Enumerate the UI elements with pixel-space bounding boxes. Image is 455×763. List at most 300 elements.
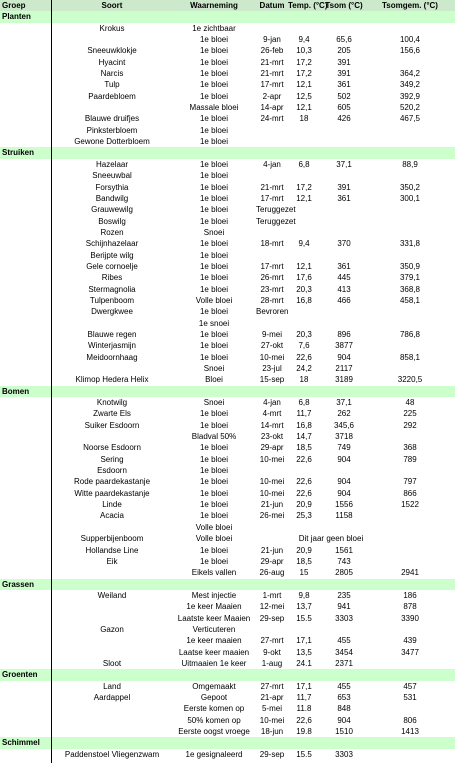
cell-soort: Tulpenboom	[89, 295, 135, 305]
cell-temp: 6,8	[298, 398, 310, 408]
cell-soort: Linde	[102, 500, 122, 510]
cell-soort: Noorse Esdoorn	[83, 443, 141, 453]
cell-temp: 12,1	[296, 80, 312, 90]
cell-soort: Gazon	[100, 624, 124, 634]
cell-waarneming: Massale bloei	[189, 103, 239, 113]
table-row	[0, 374, 455, 385]
cell-soort: Blauwe druifjes	[84, 114, 140, 124]
table-row	[0, 113, 455, 124]
table-row	[0, 340, 455, 351]
table-row	[0, 692, 455, 703]
cell-tsom: 205	[337, 46, 351, 56]
group-label: Grassen	[2, 579, 35, 589]
header-tsomgem: Tsomgem. (°C)	[382, 1, 438, 10]
cell-soort: Sloot	[102, 658, 122, 668]
cell-temp: 24,2	[296, 364, 312, 373]
table-row	[0, 420, 455, 431]
cell-temp: 13,5	[296, 647, 312, 657]
cell-tsom: 391	[337, 69, 351, 79]
table-row	[0, 170, 455, 181]
cell-datum: 5-mei	[261, 704, 282, 714]
cell-soort: Schijnhazelaar	[85, 239, 139, 249]
cell-tsom: 413	[337, 284, 351, 294]
cell-waarneming: Laatse keer maaien	[178, 647, 250, 657]
cell-soort: Hyacint	[98, 57, 126, 67]
header-datum: Datum	[259, 1, 285, 10]
cell-datum: 18-jun	[260, 727, 284, 736]
cell-tsomgem: 806	[403, 715, 417, 725]
table-row	[0, 647, 455, 658]
table-row	[0, 295, 455, 306]
cell-waarneming: 1e bloei	[199, 182, 229, 192]
cell-temp: 9,4	[298, 35, 310, 45]
table-row	[0, 556, 455, 567]
cell-datum: 29-sep	[259, 749, 285, 759]
cell-datum: 23-okt	[260, 432, 284, 442]
cell-datum: 4-jan	[263, 159, 281, 169]
cell-tsomgem: 368,8	[399, 284, 421, 294]
cell-tsom: 749	[337, 443, 351, 453]
cell-tsom: 37,1	[336, 159, 352, 169]
cell-tsomgem: 3220,5	[397, 375, 423, 385]
cell-waarneming: 1e bloei	[199, 69, 229, 79]
cell-datum: 15-sep	[259, 375, 285, 385]
cell-waarneming: Snoei	[203, 398, 225, 408]
cell-temp: 17,1	[296, 636, 312, 646]
table-row	[0, 136, 455, 147]
cell-soort: Bandwilg	[95, 193, 129, 203]
cell-soort: Meidoornhaag	[86, 352, 138, 362]
cell-datum: 26-mrt	[260, 273, 284, 283]
cell-datum: 14-mrt	[260, 420, 284, 430]
cell-temp: 17,6	[296, 273, 312, 283]
cell-datum: 21-apr	[260, 692, 284, 702]
cell-temp: 25,3	[296, 511, 312, 521]
cell-soort: Klimop Hedera Helix	[75, 375, 149, 385]
cell-datum: 2-apr	[262, 91, 282, 101]
cell-datum: 9-jan	[263, 35, 281, 45]
cell-soort: Sering	[100, 454, 124, 464]
cell-datum: 23-jul	[262, 364, 282, 373]
cell-waarneming: 1e keer Maaien	[186, 602, 242, 612]
cell-temp: 11,7	[296, 692, 312, 702]
cell-tsomgem: 392,9	[399, 91, 421, 101]
cell-datum: 9-okt	[263, 647, 281, 657]
cell-waarneming: 1e bloei	[199, 125, 229, 135]
cell-tsom: 65,6	[336, 35, 352, 45]
table-row	[0, 454, 455, 465]
cell-datum: 10-mei	[259, 477, 285, 487]
cell-tsom: 445	[337, 273, 351, 283]
cell-datum: 17-mrt	[260, 80, 284, 90]
cell-tsom: 502	[337, 91, 351, 101]
table-body	[0, 11, 455, 760]
cell-waarneming: 1e bloei	[199, 511, 229, 521]
cell-soort: Supperbijenboom	[80, 534, 144, 544]
cell-tsom: 653	[337, 692, 351, 702]
cell-tsom: 1561	[335, 545, 353, 555]
cell-temp: 12,1	[296, 103, 312, 113]
table-row	[0, 363, 455, 374]
header-row	[0, 0, 455, 11]
cell-note: Dit jaar geen bloei	[298, 534, 364, 544]
cell-datum: 10-mei	[259, 488, 285, 498]
cell-soort: Aardappel	[93, 692, 131, 702]
table-row	[0, 284, 455, 295]
table-row	[0, 510, 455, 521]
cell-soort: Paddenstoel Vliegenzwam	[64, 749, 160, 759]
cell-datum: 1-mrt	[262, 590, 282, 600]
cell-datum: 4-jan	[263, 398, 281, 408]
cell-soort: Narcis	[100, 69, 124, 79]
cell-temp: 20,3	[296, 329, 312, 339]
cell-datum: 21-jun	[260, 545, 284, 555]
table-row	[0, 442, 455, 453]
cell-waarneming: Laatste keer Maaien	[177, 613, 251, 623]
cell-tsomgem: 300,1	[399, 193, 421, 203]
cell-tsom: 426	[337, 114, 351, 124]
cell-temp: 9,8	[298, 590, 310, 600]
table-row	[0, 408, 455, 419]
cell-temp: 16,8	[296, 420, 312, 430]
table-row	[0, 79, 455, 90]
cell-datum: 28-mrt	[260, 295, 284, 305]
cell-waarneming: Volle bloei	[195, 522, 233, 532]
header-soort: Soort	[101, 1, 123, 10]
cell-tsom: 391	[337, 57, 351, 67]
cell-tsomgem: 3390	[401, 613, 419, 623]
cell-tsomgem: 48	[405, 398, 415, 408]
cell-temp: 13,7	[296, 602, 312, 612]
cell-datum: 4-mrt	[262, 409, 282, 419]
cell-datum: Teruggezet	[256, 205, 296, 215]
table-row	[0, 204, 455, 215]
cell-soort: Krokus	[99, 23, 125, 33]
cell-tsomgem: 292	[403, 420, 417, 430]
cell-tsom: 904	[337, 477, 351, 487]
table-row	[0, 715, 455, 726]
table-row	[0, 250, 455, 261]
table-row	[0, 431, 455, 442]
cell-soort: Rozen	[100, 227, 124, 237]
cell-temp: 11,7	[296, 409, 312, 419]
cell-temp: 18	[299, 114, 309, 124]
cell-datum: 10-mei	[259, 715, 285, 725]
table-row	[0, 352, 455, 363]
cell-tsom: 391	[337, 182, 351, 192]
cell-tsomgem: 2941	[401, 568, 419, 578]
cell-soort: Sneeuwbal	[92, 171, 132, 181]
cell-tsom: 1556	[335, 500, 353, 510]
cell-waarneming: 1e bloei	[199, 273, 229, 283]
table-row	[0, 567, 455, 578]
cell-tsom: 345,6	[333, 420, 355, 430]
table-row	[0, 590, 455, 601]
cell-temp: 14,7	[296, 432, 312, 442]
header-waarneming: Waarneming	[190, 1, 238, 10]
cell-tsomgem: 368	[403, 443, 417, 453]
cell-datum: 21-mrt	[260, 69, 284, 79]
cell-tsomgem: 786,8	[399, 329, 421, 339]
table-row	[0, 57, 455, 68]
cell-tsom: 2117	[335, 364, 353, 373]
cell-temp: 9,4	[298, 239, 310, 249]
cell-tsomgem: 797	[403, 477, 417, 487]
table-row	[0, 522, 455, 533]
cell-temp: 12,1	[296, 261, 312, 271]
cell-soort: Stermagnolia	[88, 284, 136, 294]
table-row	[0, 488, 455, 499]
cell-soort: Rode paardekastanje	[73, 477, 151, 487]
table-row	[0, 216, 455, 227]
header-tsom: Tsom (°C)	[325, 1, 363, 10]
cell-datum: 26-aug	[259, 568, 285, 578]
cell-temp: 11.8	[296, 704, 312, 714]
table-row	[0, 397, 455, 408]
cell-temp: 7,6	[298, 341, 310, 351]
cell-datum: 26-mei	[259, 511, 285, 521]
table-row	[0, 658, 455, 669]
cell-soort: Hollandse Line	[85, 545, 139, 555]
cell-soort: Paardebloem	[88, 91, 136, 101]
cell-temp: 15.5	[296, 613, 312, 623]
cell-tsom: 3189	[335, 375, 353, 385]
cell-temp: 18	[299, 375, 309, 385]
table-row	[0, 91, 455, 102]
cell-waarneming: 1e bloei	[199, 307, 229, 317]
cell-waarneming: 1e bloei	[199, 250, 229, 260]
cell-waarneming: 1e bloei	[199, 91, 229, 101]
cell-waarneming: 50% komen op	[187, 715, 241, 725]
cell-waarneming: 1e bloei	[199, 341, 229, 351]
cell-temp: 18,5	[296, 443, 312, 453]
cell-waarneming: Uitmaaien 1e keer	[181, 658, 247, 668]
cell-datum: 10-mei	[259, 454, 285, 464]
cell-waarneming: 1e bloei	[199, 35, 229, 45]
cell-soort: Tulp	[104, 80, 120, 90]
table-row	[0, 318, 455, 329]
cell-datum: 29-apr	[260, 443, 284, 453]
cell-tsomgem: 878	[403, 602, 417, 612]
table-row	[0, 476, 455, 487]
cell-tsom: 361	[337, 80, 351, 90]
table-row	[0, 329, 455, 340]
cell-tsomgem: 225	[403, 409, 417, 419]
cell-waarneming: 1e bloei	[199, 454, 229, 464]
cell-tsom: 455	[337, 681, 351, 691]
table-row	[0, 23, 455, 34]
cell-soort: Zwarte Els	[93, 409, 131, 419]
cell-temp: 22,6	[296, 488, 312, 498]
cell-datum: 21-jun	[260, 500, 284, 510]
cell-soort: Berijpte wilg	[90, 250, 134, 260]
cell-waarneming: Mest injectie	[191, 590, 237, 600]
cell-temp: 12,5	[296, 91, 312, 101]
cell-tsom: 941	[337, 602, 351, 612]
cell-waarneming: 1e bloei	[199, 114, 229, 124]
table-row	[0, 635, 455, 646]
cell-tsom: 1510	[335, 727, 353, 736]
cell-datum: 26-feb	[260, 46, 284, 56]
cell-soort: Eik	[106, 556, 118, 566]
cell-datum: Bevroren	[256, 307, 289, 317]
cell-waarneming: Bloei	[205, 375, 223, 385]
cell-tsomgem: 789	[403, 454, 417, 464]
cell-tsom: 466	[337, 295, 351, 305]
cell-waarneming: 1e gesignaleerd	[185, 749, 243, 759]
cell-temp: 12,1	[296, 193, 312, 203]
group-label: Groenten	[2, 670, 38, 680]
cell-tsomgem: 156,6	[399, 46, 421, 56]
cell-waarneming: 1e bloei	[199, 545, 229, 555]
cell-tsom: 904	[337, 715, 351, 725]
cell-waarneming: 1e bloei	[199, 193, 229, 203]
cell-tsom: 361	[337, 193, 351, 203]
cell-datum: 27-mrt	[260, 636, 284, 646]
table-row	[0, 227, 455, 238]
cell-datum: 27-mrt	[260, 681, 284, 691]
cell-temp: 22,6	[296, 454, 312, 464]
table-row	[0, 613, 455, 624]
table-row	[0, 261, 455, 272]
cell-waarneming: Bladval 50%	[191, 432, 237, 442]
cell-waarneming: 1e bloei	[199, 466, 229, 476]
table-row	[0, 601, 455, 612]
cell-temp: 18,5	[296, 556, 312, 566]
table-row	[0, 624, 455, 635]
cell-tsomgem: 457	[403, 681, 417, 691]
cell-tsom: 3718	[335, 432, 353, 442]
cell-soort: Gewone Dotterbloem	[74, 137, 150, 147]
table-row	[0, 182, 455, 193]
cell-temp: 22,6	[296, 715, 312, 725]
cell-waarneming: Omgemaakt	[192, 681, 236, 691]
cell-temp: 17,2	[296, 57, 312, 67]
cell-tsomgem: 186	[403, 590, 417, 600]
cell-soort: Sneeuwklokje	[87, 46, 137, 56]
cell-waarneming: 1e bloei	[199, 284, 229, 294]
cell-waarneming: 1e bloei	[199, 329, 229, 339]
table-row	[0, 465, 455, 476]
cell-waarneming: 1e bloei	[199, 171, 229, 181]
cell-waarneming: 1e bloei	[199, 46, 229, 56]
table-row	[0, 681, 455, 692]
cell-waarneming: Verticuteren	[192, 624, 236, 634]
cell-waarneming: 1e bloei	[199, 57, 229, 67]
cell-waarneming: 1e bloei	[199, 352, 229, 362]
cell-waarneming: 1e bloei	[199, 420, 229, 430]
cell-soort: Hazelaar	[95, 159, 128, 169]
table-row	[0, 68, 455, 79]
group-label: Schimmel	[2, 738, 40, 748]
cell-tsom: 848	[337, 704, 351, 714]
cell-tsomgem: 331,8	[399, 239, 421, 249]
cell-soort: Boswilg	[98, 216, 126, 226]
table-row	[0, 238, 455, 249]
cell-tsom: 904	[337, 488, 351, 498]
cell-temp: 20,9	[296, 545, 312, 555]
table-row	[0, 34, 455, 45]
cell-waarneming: Eikels vallen	[191, 568, 237, 578]
cell-datum: 18-mrt	[260, 239, 284, 249]
cell-tsomgem: 100,4	[399, 35, 421, 45]
cell-waarneming: 1e keer maaien	[186, 636, 242, 646]
cell-datum: 21-mrt	[260, 182, 284, 192]
cell-waarneming: 1e bloei	[199, 488, 229, 498]
cell-temp: 6,8	[298, 159, 310, 169]
cell-waarneming: 1e bloei	[199, 159, 229, 169]
header-temp: Temp. (°C)	[288, 1, 328, 10]
group-label: Struiken	[2, 148, 35, 158]
cell-tsom: 455	[337, 636, 351, 646]
cell-tsomgem: 364,2	[399, 69, 421, 79]
cell-datum: 14-apr	[260, 103, 284, 113]
cell-soort: Land	[103, 681, 121, 691]
cell-tsomgem: 467,5	[399, 114, 421, 124]
cell-datum: 12-mei	[259, 602, 285, 612]
cell-tsom: 361	[337, 261, 351, 271]
cell-soort: Gele cornoelje	[86, 261, 138, 271]
cell-datum: 24-mrt	[260, 114, 284, 124]
cell-waarneming: 1e bloei	[199, 409, 229, 419]
cell-temp: 19.8	[296, 727, 312, 736]
group-label: Planten	[2, 12, 31, 22]
group-row	[0, 147, 455, 158]
cell-temp: 20,9	[296, 500, 312, 510]
cell-datum: 23-mrt	[260, 284, 284, 294]
group-label: Bomen	[2, 386, 30, 396]
cell-waarneming: 1e bloei	[199, 137, 229, 147]
cell-soort: Forsythia	[95, 182, 129, 192]
cell-tsomgem: 520,2	[399, 103, 421, 113]
cell-soort: Weiland	[97, 590, 127, 600]
cell-tsomgem: 88,9	[402, 159, 418, 169]
cell-temp: 16,8	[296, 295, 312, 305]
cell-waarneming: 1e bloei	[199, 205, 229, 215]
cell-temp: 22,6	[296, 352, 312, 362]
column-divider	[51, 0, 52, 763]
table-row	[0, 125, 455, 136]
cell-tsom: 896	[337, 329, 351, 339]
cell-waarneming: Volle bloei	[195, 295, 233, 305]
cell-waarneming: 1e bloei	[199, 216, 229, 226]
cell-tsom: 370	[337, 239, 351, 249]
cell-waarneming: 1e snoei	[198, 318, 230, 328]
cell-tsom: 3303	[335, 749, 353, 759]
cell-temp: 22,6	[296, 477, 312, 487]
group-row	[0, 579, 455, 590]
cell-tsom: 743	[337, 556, 351, 566]
cell-datum: 17-mrt	[260, 261, 284, 271]
cell-datum: 1-aug	[261, 658, 283, 668]
cell-tsom: 904	[337, 454, 351, 464]
cell-datum: 10-mei	[259, 352, 285, 362]
cell-soort: Ribes	[101, 273, 123, 283]
table-row	[0, 272, 455, 283]
group-row	[0, 669, 455, 680]
cell-tsom: 3454	[335, 647, 353, 657]
cell-tsomgem: 866	[403, 488, 417, 498]
cell-tsomgem: 439	[403, 636, 417, 646]
group-row	[0, 386, 455, 397]
group-row	[0, 737, 455, 748]
cell-datum: 21-mrt	[260, 57, 284, 67]
table-row	[0, 193, 455, 204]
cell-tsomgem: 349,2	[399, 80, 421, 90]
cell-waarneming: Eerste komen op	[183, 704, 245, 714]
cell-tsom: 3877	[335, 341, 353, 351]
cell-temp: 24.1	[296, 658, 312, 668]
